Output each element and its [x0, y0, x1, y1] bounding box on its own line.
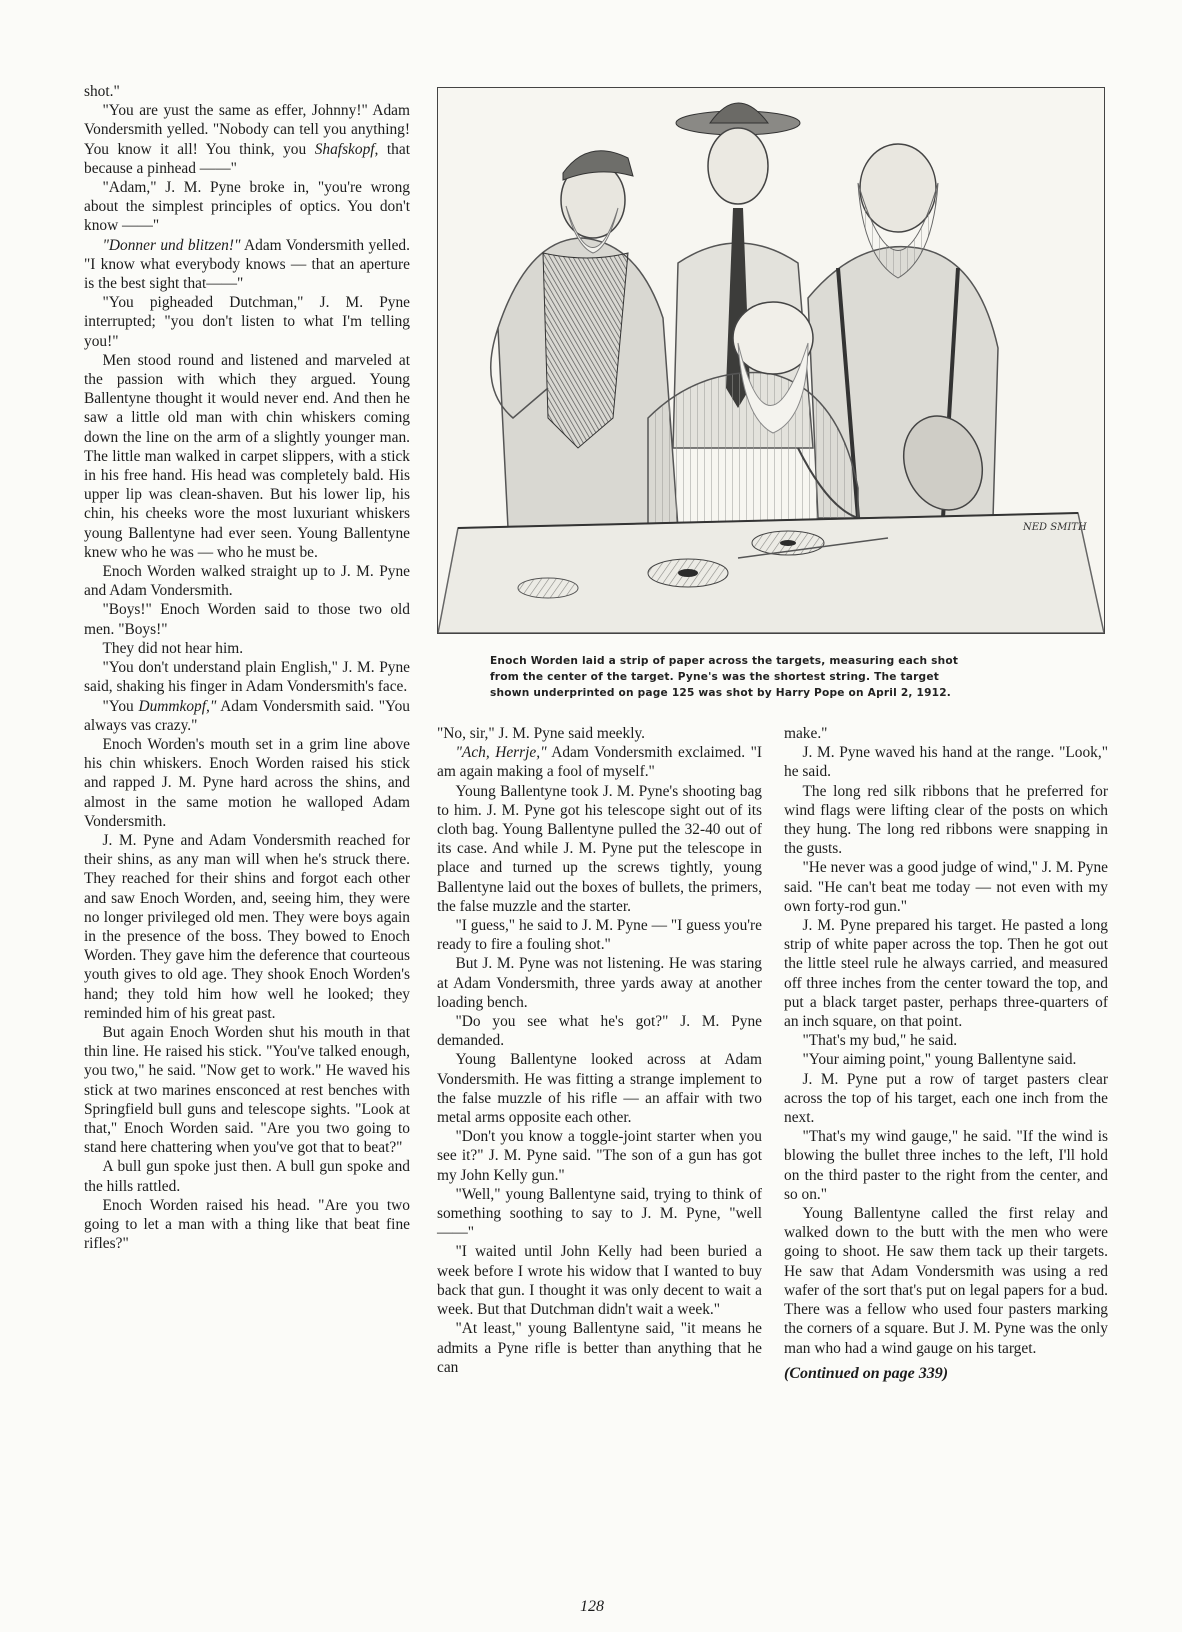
caption-line: Enoch Worden laid a strip of paper across the targets, measuring each shot [490, 655, 959, 667]
illustration-figure [437, 87, 1105, 634]
paragraph: "You are yust the same as effer, Johnny!" Adam Vondersmith yelled. "Nobody can tell you anything! You know it all! You think, you Shafskopf, that because a pinhead ——" [84, 102, 410, 177]
paragraph: The long red silk ribbons that he preferred for wind flags were lifting clear of the posts on which they hung. The long red ribbons were snapping in the gusts. [784, 782, 1108, 858]
table-with-targets [438, 513, 1104, 633]
paragraph: Enoch Worden raised his head. "Are you two going to let a man with a thing like that beat fine rifles?" [84, 1196, 410, 1253]
paragraph: Young Ballentyne looked across at Adam Vondersmith. He was fitting a strange implement to the false muzzle of his rifle — an affair with two metal arms opposite each other. [437, 1051, 762, 1127]
italic-phrase: "Ach, Herrje," [455, 744, 547, 762]
page-number: 128 [580, 1598, 604, 1615]
paragraph: "Well," young Ballentyne said, trying to think of something soothing to say to J. M. Pyne, "well ——" [437, 1185, 762, 1242]
paragraph: "At least," young Ballentyne said, "it means he admits a Pyne rifle is better than anything that he can [437, 1320, 762, 1376]
illustration-drawing [438, 88, 1104, 633]
paragraph: A bull gun spoke just then. A bull gun spoke and the hills rattled. [84, 1158, 410, 1195]
paragraph: But J. M. Pyne was not listening. He was staring at Adam Vondersmith, three yards away at another loading bench. [437, 955, 762, 1011]
paragraph: Enoch Worden's mouth set in a grim line above his chin whiskers. Enoch Worden raised his stick and rapped J. M. Pyne hard across the shins, and almost in the same motion he walloped Adam Vondersmith. [84, 735, 410, 830]
caption-line: from the center of the target. Pyne's was the shortest string. The target [490, 671, 939, 683]
italic-phrase: "Donner und blitzen!" [102, 236, 241, 254]
text-column-middle [437, 724, 762, 1377]
paragraph: "You don't understand plain English," J. M. Pyne said, shaking his finger in Adam Vondersmith's face. [84, 659, 410, 696]
figure-caption [490, 653, 1050, 701]
paragraph: "Ach, Herrje," Adam Vondersmith exclaimed. "I am again making a fool of myself." [437, 744, 763, 781]
paragraph: Men stood round and listened and marveled at the passion with which they argued. Young Ballentyne thought it would never end. And then he saw a little old man with chin whiskers coming down the line on the arm of a slightly younger man. The little man walked in carpet slippers, with a stick in his free hand. His head was completely bald. His upper lip was clean-shaven. But his lower lip, his chin, his cheeks wore the most luxuriant whiskers young Ballentyne had ever seen. Young Ballentyne knew who he was — who he must be. [84, 351, 410, 561]
paragraph: "Don't you know a toggle-joint starter when you see it?" J. M. Pyne said. "The son of a gun has got my John Kelly gun." [437, 1128, 762, 1184]
paragraph: "Do you see what he's got?" J. M. Pyne demanded. [437, 1013, 762, 1050]
paragraph: "I waited until John Kelly had been buried a week before I wrote his widow that I wanted to buy back that gun. I thought it was only decent to wait a week. But that Dutchman didn't wait a week." [437, 1243, 762, 1319]
paragraph: "Donner und blitzen!" Adam Vondersmith yelled. "I know what everybody knows — that an aperture is the best sight that——" [84, 236, 410, 293]
paragraph: J. M. Pyne and Adam Vondersmith reached for their shins, as any man will when he's struck there. They reached for their shins and forgot each other and saw Enoch Worden, and, seeing him, they were no longer privileged old men. They were boys again in the presence of the boss. They bowed to Enoch Worden. They gave him the deference that courteous youth gives to old age. They shook Enoch Worden's hand; they told him how well he looked; they reminded him of his great past. [84, 831, 410, 1022]
paragraph: J. M. Pyne put a row of target pasters clear across the top of his target, each one inch from the next. [784, 1070, 1108, 1127]
text-column-right [784, 724, 1108, 1383]
paragraph: shot." [84, 83, 120, 100]
text-column-left [84, 82, 410, 1253]
italic-phrase: Shafskopf, [314, 140, 379, 158]
artist-signature: NED SMITH [1023, 522, 1087, 533]
paragraph: Young Ballentyne took J. M. Pyne's shooting bag to him. J. M. Pyne got his telescope sight out of its cloth bag. Young Ballentyne pulled the 32-40 out of its case. And while J. M. Pyne put the telescope in place and turned up the screws tightly, young Ballentyne laid out the boxes of bullets, the primers, the false muzzle and the starter. [437, 782, 762, 915]
paragraph: "Your aiming point," young Ballentyne said. [802, 1051, 1077, 1069]
paragraph: J. M. Pyne waved his hand at the range. "Look," he said. [784, 744, 1108, 781]
paragraph: Young Ballentyne called the first relay and walked down to the butt with the men who were going to shoot. He saw them tack up their targets. He saw that Adam Vondersmith was using a red wafer of the sort that's put on legal papers for a bud. There was a fellow who used four pasters marking the corners of a square. But J. M. Pyne was the only man who had a wind gauge on his target. [784, 1205, 1108, 1357]
paragraph: "No, sir," J. M. Pyne said meekly. [437, 725, 646, 742]
paragraph: "Boys!" Enoch Worden said to those two old men. "Boys!" [84, 601, 410, 638]
paragraph: "Adam," J. M. Pyne broke in, "you're wrong about the simplest principles of optics. You don't know ——" [84, 179, 410, 235]
continued-note: (Continued on page 339) [784, 1364, 949, 1382]
paragraph: "That's my bud," he said. [802, 1032, 958, 1050]
italic-phrase: Dummkopf," [138, 697, 217, 715]
paragraph: Enoch Worden walked straight up to J. M. Pyne and Adam Vondersmith. [84, 563, 410, 600]
paragraph: make." [784, 725, 828, 742]
paragraph: "He never was a good judge of wind," J. M. Pyne said. "He can't beat me today — not even with my own forty-rod gun." [784, 859, 1108, 915]
paragraph: "That's my wind gauge," he said. "If the wind is blowing the bullet three inches to the left, I'll hold on the third paster to the right from the center, and so on." [784, 1128, 1108, 1203]
paragraph: But again Enoch Worden shut his mouth in that thin line. He raised his stick. "You've talked enough, you two," he said. "Now get to work." He waved his stick at two marines ensconced at rest benches with Springfield bull guns and telescope sights. "Look at that," Enoch Worden said. "Are you two going to stand here chattering when you've got that to beat?" [84, 1023, 410, 1157]
caption-line: shown underprinted on page 125 was shot by Harry Pope on April 2, 1912. [490, 687, 952, 699]
paragraph: "I guess," he said to J. M. Pyne — "I guess you're ready to fire a fouling shot." [437, 917, 762, 954]
paragraph: J. M. Pyne prepared his target. He pasted a long strip of white paper across the top. Then he got out the little steel rule he always carried, and measured off three inches from the center toward the top, and put a black target paster, perhaps three-quarters of an inch square, on that point. [784, 917, 1108, 1031]
paragraph: "You pigheaded Dutchman," J. M. Pyne interrupted; "you don't listen to what I'm telling you!" [84, 294, 410, 350]
paragraph: "You Dummkopf," Adam Vondersmith said. "You always vas crazy." [84, 697, 410, 734]
paragraph: They did not hear him. [102, 639, 244, 657]
